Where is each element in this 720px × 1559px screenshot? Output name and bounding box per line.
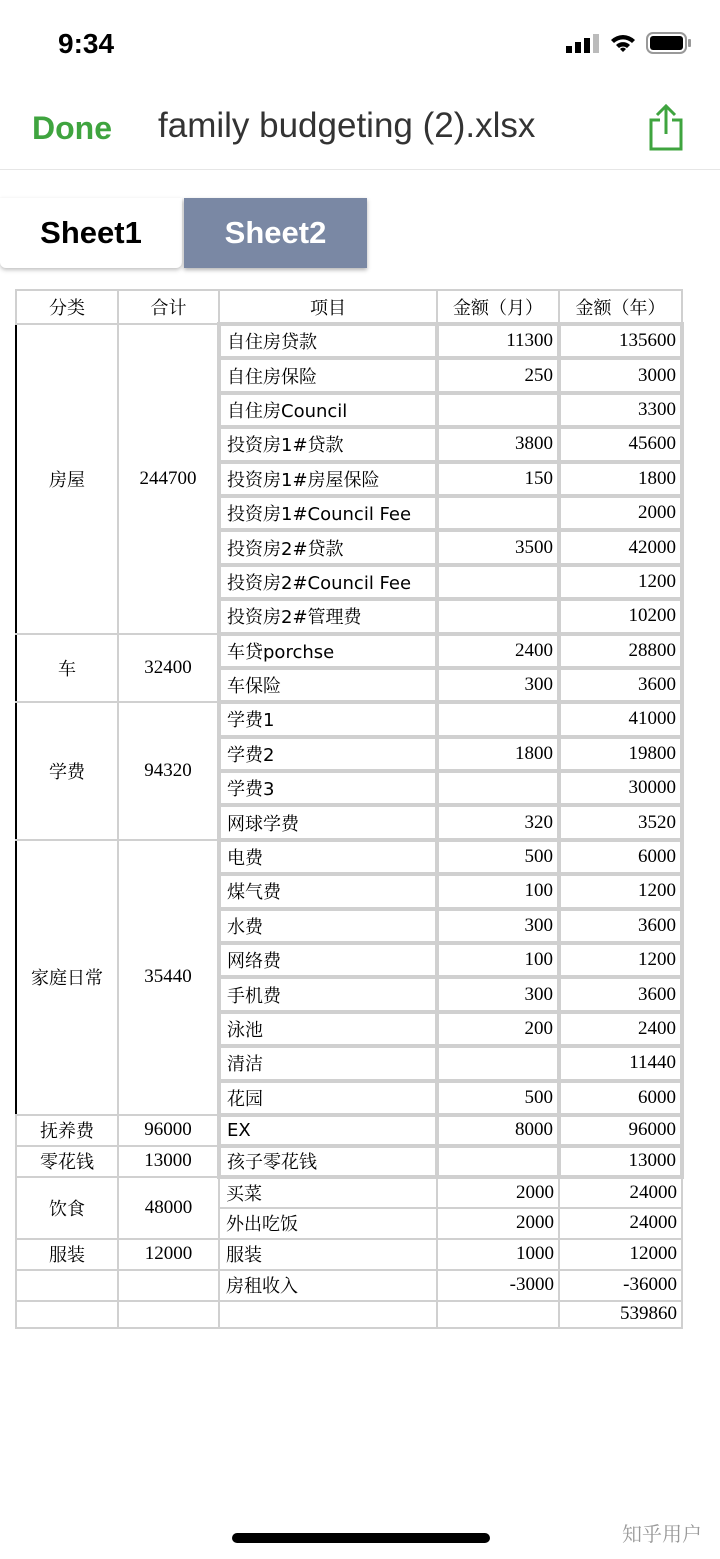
item-cell[interactable]: 自住房保险 <box>219 358 437 392</box>
item-cell[interactable]: 自住房贷款 <box>219 324 437 358</box>
item-cell[interactable]: 自住房Council <box>219 393 437 427</box>
status-bar <box>0 0 720 80</box>
yearly-cell[interactable]: 12000 <box>559 1239 682 1270</box>
table-row <box>16 634 682 668</box>
monthly-cell[interactable]: 2000 <box>437 1177 559 1208</box>
total-cell[interactable] <box>118 1301 219 1328</box>
yearly-cell[interactable]: 539860 <box>559 1301 682 1328</box>
table-row <box>16 1301 682 1328</box>
monthly-cell[interactable] <box>437 599 559 633</box>
yearly-cell[interactable]: 41000 <box>559 702 682 736</box>
monthly-cell[interactable] <box>437 1046 559 1080</box>
yearly-cell[interactable]: 2400 <box>559 1012 682 1046</box>
yearly-cell[interactable]: 96000 <box>559 1115 682 1146</box>
item-cell[interactable]: EX <box>219 1115 437 1146</box>
category-cell[interactable]: 服装 <box>16 1239 118 1270</box>
total-cell[interactable]: 35440 <box>118 840 219 1115</box>
category-cell[interactable]: 抚养费 <box>16 1115 118 1146</box>
item-cell[interactable]: 孩子零花钱 <box>219 1146 437 1177</box>
monthly-cell[interactable]: 2000 <box>437 1208 559 1239</box>
monthly-cell[interactable]: 250 <box>437 358 559 392</box>
yearly-cell[interactable]: 6000 <box>559 1081 682 1115</box>
yearly-cell[interactable]: 1800 <box>559 462 682 496</box>
item-cell[interactable]: 投资房1#Council Fee <box>219 496 437 530</box>
home-indicator[interactable] <box>232 1533 490 1543</box>
yearly-cell[interactable]: 6000 <box>559 840 682 874</box>
yearly-cell[interactable]: 3600 <box>559 977 682 1011</box>
item-cell[interactable]: 网球学费 <box>219 805 437 839</box>
monthly-cell[interactable]: 320 <box>437 805 559 839</box>
monthly-cell[interactable]: 3500 <box>437 530 559 564</box>
yearly-cell[interactable]: 11440 <box>559 1046 682 1080</box>
monthly-cell[interactable] <box>437 393 559 427</box>
nav-bar <box>0 90 720 170</box>
yearly-cell[interactable]: 1200 <box>559 943 682 977</box>
item-cell[interactable] <box>219 1301 437 1328</box>
monthly-cell[interactable] <box>437 1146 559 1177</box>
category-cell[interactable]: 车 <box>16 634 118 703</box>
yearly-cell[interactable]: 42000 <box>559 530 682 564</box>
category-cell[interactable]: 房屋 <box>16 324 118 634</box>
monthly-cell[interactable]: 100 <box>437 943 559 977</box>
yearly-cell[interactable]: 24000 <box>559 1208 682 1239</box>
yearly-cell[interactable]: 1200 <box>559 874 682 908</box>
yearly-cell[interactable]: 3600 <box>559 668 682 702</box>
total-cell[interactable]: 48000 <box>118 1177 219 1239</box>
total-cell[interactable]: 32400 <box>118 634 219 703</box>
monthly-cell[interactable]: 2400 <box>437 634 559 668</box>
wifi-icon <box>610 33 636 53</box>
monthly-cell[interactable]: 300 <box>437 909 559 943</box>
document-title: family budgeting (2).xlsx <box>158 106 536 145</box>
total-cell[interactable]: 244700 <box>118 324 219 634</box>
column-header[interactable]: 分类 <box>16 290 118 324</box>
category-cell[interactable]: 零花钱 <box>16 1146 118 1177</box>
column-header[interactable]: 合计 <box>118 290 219 324</box>
signal-icon <box>566 33 600 53</box>
item-cell[interactable]: 投资房1#贷款 <box>219 427 437 461</box>
item-cell[interactable]: 泳池 <box>219 1012 437 1046</box>
yearly-cell[interactable]: 45600 <box>559 427 682 461</box>
item-cell[interactable]: 煤气费 <box>219 874 437 908</box>
done-button[interactable]: Done <box>32 110 112 146</box>
monthly-cell[interactable]: 300 <box>437 668 559 702</box>
table-row <box>16 1239 682 1270</box>
column-header[interactable]: 金额（月） <box>437 290 559 324</box>
category-cell[interactable]: 学费 <box>16 702 118 840</box>
yearly-cell[interactable]: 135600 <box>559 324 682 358</box>
monthly-cell[interactable]: 100 <box>437 874 559 908</box>
total-cell[interactable]: 96000 <box>118 1115 219 1146</box>
table-row <box>16 702 682 736</box>
yearly-cell[interactable]: 10200 <box>559 599 682 633</box>
yearly-cell[interactable]: 1200 <box>559 565 682 599</box>
yearly-cell[interactable]: 30000 <box>559 771 682 805</box>
item-cell[interactable]: 花园 <box>219 1081 437 1115</box>
category-cell[interactable] <box>16 1270 118 1301</box>
total-cell[interactable]: 13000 <box>118 1146 219 1177</box>
yearly-cell[interactable]: 28800 <box>559 634 682 668</box>
table-row <box>16 324 682 358</box>
column-header[interactable]: 项目 <box>219 290 437 324</box>
monthly-cell[interactable]: 8000 <box>437 1115 559 1146</box>
item-cell[interactable]: 网络费 <box>219 943 437 977</box>
budget-table <box>15 289 684 1329</box>
tab-sheet1[interactable]: Sheet1 <box>0 198 182 268</box>
table-row <box>16 1115 682 1146</box>
item-cell[interactable]: 水费 <box>219 909 437 943</box>
total-cell[interactable] <box>118 1270 219 1301</box>
tab-sheet2[interactable]: Sheet2 <box>184 198 367 268</box>
column-header[interactable]: 金额（年） <box>559 290 682 324</box>
item-cell[interactable]: 学费3 <box>219 771 437 805</box>
monthly-cell[interactable] <box>437 702 559 736</box>
item-cell[interactable]: 外出吃饭 <box>219 1208 437 1239</box>
monthly-cell[interactable]: 1000 <box>437 1239 559 1270</box>
item-cell[interactable]: 投资房2#Council Fee <box>219 565 437 599</box>
monthly-cell[interactable] <box>437 1301 559 1328</box>
monthly-cell[interactable]: -3000 <box>437 1270 559 1301</box>
yearly-cell[interactable]: 2000 <box>559 496 682 530</box>
yearly-cell[interactable]: 3520 <box>559 805 682 839</box>
table-row <box>16 1177 682 1208</box>
total-cell[interactable]: 12000 <box>118 1239 219 1270</box>
yearly-cell[interactable]: 3300 <box>559 393 682 427</box>
monthly-cell[interactable]: 500 <box>437 840 559 874</box>
item-cell[interactable]: 电费 <box>219 840 437 874</box>
item-cell[interactable]: 投资房2#管理费 <box>219 599 437 633</box>
monthly-cell[interactable]: 300 <box>437 977 559 1011</box>
item-cell[interactable]: 车贷porchse <box>219 634 437 668</box>
total-cell[interactable]: 94320 <box>118 702 219 840</box>
table-row <box>16 1146 682 1177</box>
monthly-cell[interactable]: 500 <box>437 1081 559 1115</box>
monthly-cell[interactable]: 150 <box>437 462 559 496</box>
item-cell[interactable]: 服装 <box>219 1239 437 1270</box>
category-cell[interactable]: 家庭日常 <box>16 840 118 1115</box>
yearly-cell[interactable]: 19800 <box>559 737 682 771</box>
item-cell[interactable]: 房租收入 <box>219 1270 437 1301</box>
item-cell[interactable]: 学费1 <box>219 702 437 736</box>
monthly-cell[interactable]: 1800 <box>437 737 559 771</box>
share-icon[interactable] <box>646 104 686 152</box>
monthly-cell[interactable]: 11300 <box>437 324 559 358</box>
yearly-cell[interactable]: -36000 <box>559 1270 682 1301</box>
item-cell[interactable]: 清洁 <box>219 1046 437 1080</box>
yearly-cell[interactable]: 3000 <box>559 358 682 392</box>
table-row <box>16 1270 682 1301</box>
header-row <box>16 290 682 324</box>
yearly-cell[interactable]: 24000 <box>559 1177 682 1208</box>
battery-icon <box>646 32 692 54</box>
item-cell[interactable]: 车保险 <box>219 668 437 702</box>
item-cell[interactable]: 学费2 <box>219 737 437 771</box>
clock: 9:34 <box>58 28 115 59</box>
item-cell[interactable]: 投资房2#贷款 <box>219 530 437 564</box>
monthly-cell[interactable] <box>437 771 559 805</box>
item-cell[interactable]: 手机费 <box>219 977 437 1011</box>
monthly-cell[interactable]: 200 <box>437 1012 559 1046</box>
table-row <box>16 840 682 874</box>
item-cell[interactable]: 买菜 <box>219 1177 437 1208</box>
yearly-cell[interactable]: 13000 <box>559 1146 682 1177</box>
category-cell[interactable]: 饮食 <box>16 1177 118 1239</box>
monthly-cell[interactable] <box>437 496 559 530</box>
yearly-cell[interactable]: 3600 <box>559 909 682 943</box>
monthly-cell[interactable] <box>437 565 559 599</box>
category-cell[interactable] <box>16 1301 118 1328</box>
monthly-cell[interactable]: 3800 <box>437 427 559 461</box>
watermark: 知乎用户 <box>622 1522 702 1546</box>
item-cell[interactable]: 投资房1#房屋保险 <box>219 462 437 496</box>
